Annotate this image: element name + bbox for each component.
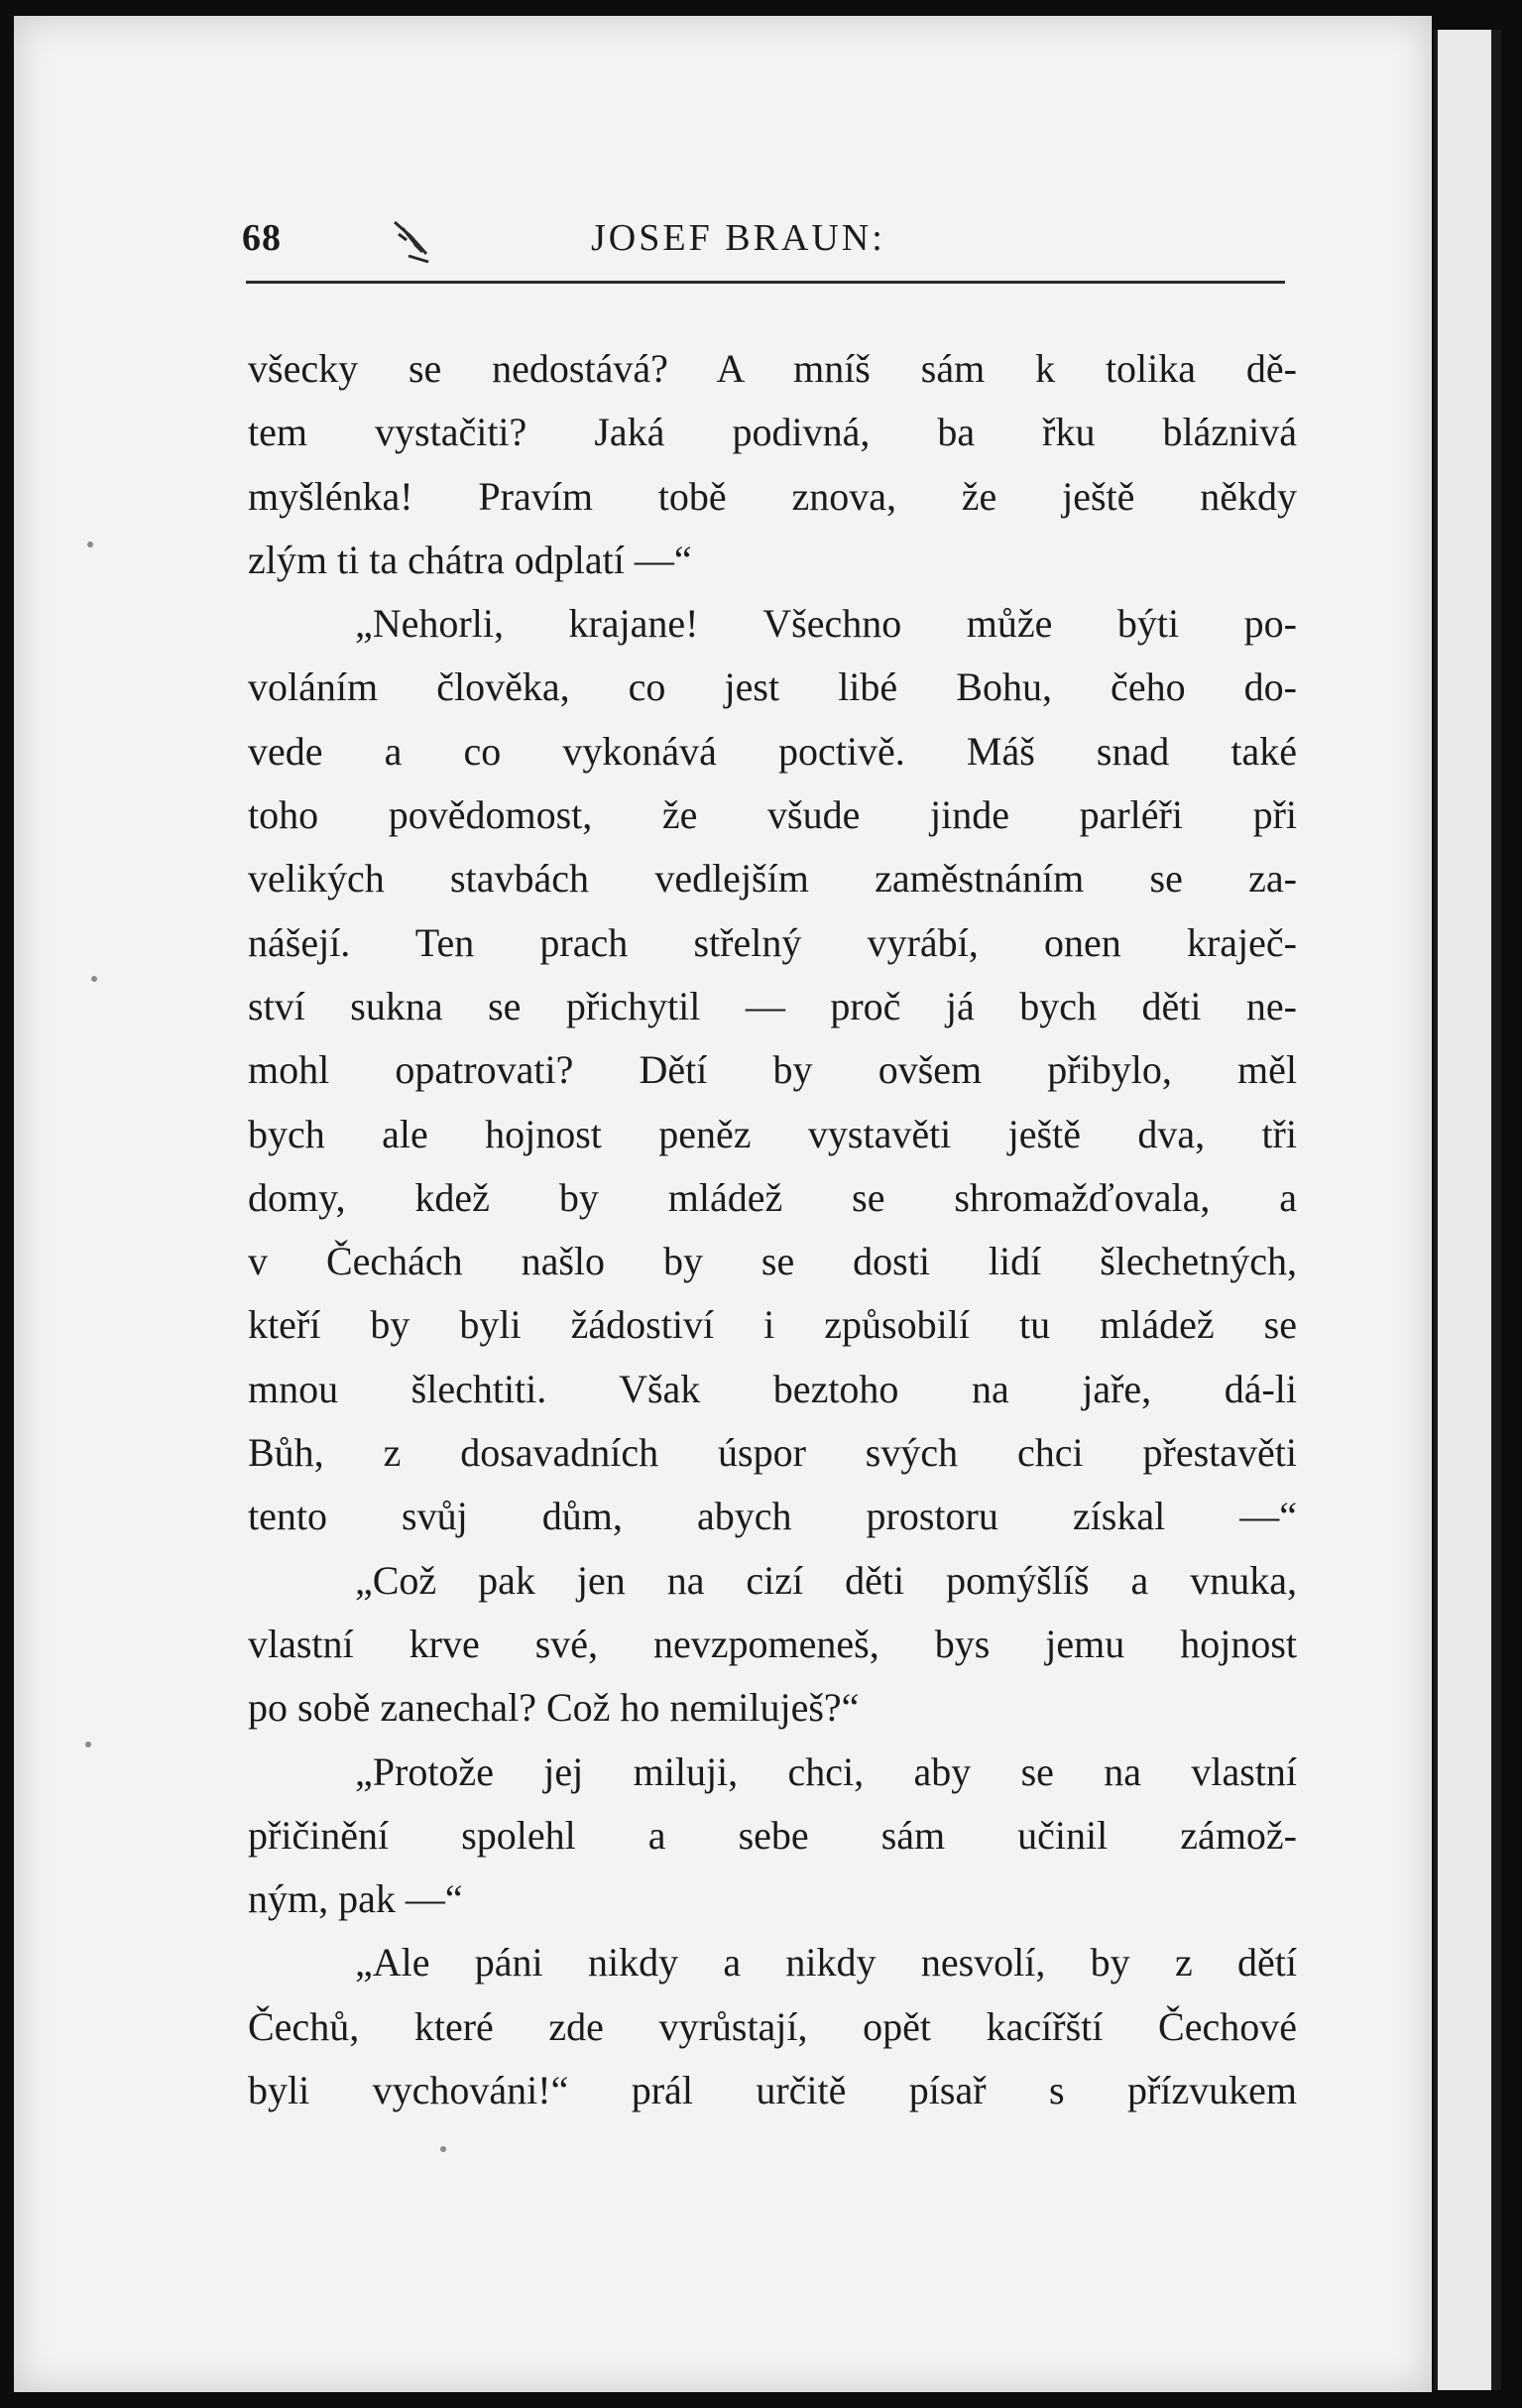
text-line: ství sukna se přichytil — proč já bych děti ne- <box>248 983 1297 1028</box>
text-line: domy, kdež by mládež se shromažďovala, a <box>248 1174 1297 1220</box>
text-line: myšlénka! Pravím tobě znova, že ještě někdy <box>248 473 1297 519</box>
text-line: Bůh, z dosavadních úspor svých chci přestavěti <box>248 1430 1297 1476</box>
text-line: byli vychováni!“ prál určitě písař s přízvukem <box>248 2068 1297 2113</box>
text-line: „Protože jej miluji, chci, aby se na vlastní <box>355 1748 1297 1794</box>
paper-speck <box>440 2146 446 2152</box>
text-line: ným, pak —“ <box>248 1876 463 1922</box>
text-line: zlým ti ta chátra odplatí —“ <box>248 537 692 582</box>
paper-speck <box>87 542 93 547</box>
running-header <box>230 216 1281 286</box>
text-line: mohl opatrovati? Dětí by ovšem přibylo, měl <box>248 1047 1297 1093</box>
ornament-icon <box>389 218 432 264</box>
text-line: všecky se nedostává? A mníš sám k tolika dě- <box>248 346 1297 391</box>
paper-speck <box>91 976 97 982</box>
text-line: kteří by byli žádostiví i způsobilí tu mládež se <box>248 1302 1297 1348</box>
header-rule <box>246 281 1285 284</box>
text-line: vlastní krve své, nevzpomeneš, bys jemu hojnost <box>248 1621 1297 1666</box>
text-line: velikých stavbách vedlejším zaměstnáním se za- <box>248 856 1297 902</box>
text-line: Čechů, které zde vyrůstají, opět kacířští Čechové <box>248 2003 1297 2049</box>
text-line: v Čechách našlo by se dosti lidí šlechetných, <box>248 1239 1297 1284</box>
running-title: JOSEF BRAUN: <box>591 217 885 259</box>
text-line: „Nehorli, krajane! Všechno může býti po- <box>355 601 1297 647</box>
binding-shadow <box>1491 30 1501 2390</box>
body-text <box>248 337 1297 2122</box>
text-line: voláním člověka, co jest libé Bohu, čeho do- <box>248 664 1297 710</box>
page-number: 68 <box>242 217 282 259</box>
text-line: přičinění spolehl a sebe sám učinil zámož- <box>248 1812 1297 1858</box>
text-line: vede a co vykonává poctivě. Máš snad také <box>248 728 1297 774</box>
text-line: po sobě zanechal? Což ho nemiluješ?“ <box>248 1685 860 1731</box>
paper-speck <box>85 1742 91 1747</box>
text-line: nášejí. Ten prach střelný vyrábí, onen kraječ- <box>248 919 1297 965</box>
text-line: bych ale hojnost peněz vystavěti ještě dva, tři <box>248 1111 1297 1156</box>
text-line: „Ale páni nikdy a nikdy nesvolí, by z dětí <box>355 1940 1297 1986</box>
text-line: mnou šlechtiti. Však beztoho na jaře, dá-li <box>248 1366 1297 1411</box>
text-line: „Což pak jen na cizí děti pomýšlíš a vnuka, <box>355 1557 1297 1603</box>
text-line: tem vystačiti? Jaká podivná, ba řku bláznivá <box>248 410 1297 455</box>
text-line: toho povědomost, že všude jinde parléři při <box>248 792 1297 838</box>
text-line: tento svůj dům, abych prostoru získal —“ <box>248 1494 1297 1539</box>
next-page-edge <box>1434 30 1501 2390</box>
